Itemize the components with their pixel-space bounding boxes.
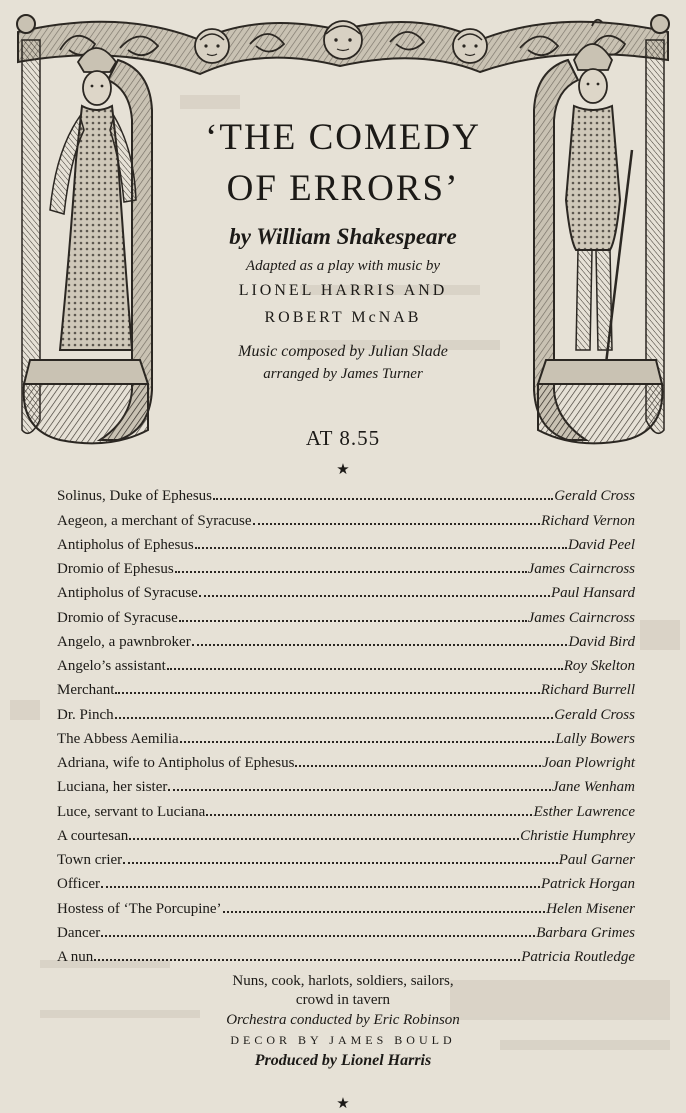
author-byline: by William Shakespeare — [229, 224, 457, 249]
cast-actor: Lally Bowers — [555, 730, 635, 747]
cast-row — [57, 821, 635, 845]
dot-leader — [223, 911, 546, 913]
cast-role: Luce, servant to Luciana — [57, 803, 206, 820]
dot-leader — [167, 668, 563, 670]
cherub-face-left — [195, 29, 229, 63]
left-pillar-lady-figure — [22, 40, 152, 443]
cast-row — [57, 796, 635, 820]
cast-role: Solinus, Duke of Ephesus — [57, 488, 212, 505]
dot-leader — [179, 620, 527, 622]
cast-row — [57, 481, 635, 505]
cast-role: A courtesan — [57, 827, 129, 844]
cast-role: Dancer — [57, 924, 101, 941]
cast-actor: Helen Misener — [546, 900, 635, 917]
cast-actor: Barbara Grimes — [536, 924, 635, 941]
dot-leader — [101, 886, 540, 888]
arranger-credit: arranged by James Turner — [263, 366, 423, 382]
cast-role: Officer — [57, 876, 101, 893]
footer-credits — [120, 972, 566, 1070]
cast-row — [57, 627, 635, 651]
dot-leader — [180, 741, 555, 743]
cast-row — [57, 748, 635, 772]
dot-leader — [192, 644, 568, 646]
dot-leader — [129, 838, 519, 840]
dot-leader — [295, 765, 541, 767]
cast-role: Adriana, wife to Antipholus of Ephesus — [57, 755, 295, 771]
cast-actor: Esther Lawrence — [533, 803, 635, 820]
star-footer-icon: ★ — [336, 1096, 350, 1112]
cast-actor: David Peel — [567, 536, 635, 553]
cast-role: Aegeon, a merchant of Syracuse — [57, 512, 252, 529]
cast-actor: Joan Plowright — [542, 755, 635, 771]
cast-row — [57, 554, 635, 578]
cast-row — [57, 505, 635, 529]
music-credit: Music composed by Julian Slade — [238, 343, 448, 360]
cast-role: The Abbess Aemilia — [57, 730, 179, 747]
cast-role: Antipholus of Syracuse — [57, 585, 198, 602]
cast-role: Dromio of Syracuse — [57, 609, 178, 626]
adaptation-note: Adapted as a play with music by — [245, 258, 441, 274]
cast-actor: Patricia Routledge — [521, 949, 635, 965]
orchestra-credit: Orchestra conducted by Eric Robinson — [226, 1012, 460, 1028]
dot-leader — [175, 571, 527, 573]
adapters-line-1: LIONEL HARRIS AND — [238, 282, 448, 299]
cast-actor: Roy Skelton — [563, 658, 635, 674]
dot-leader — [115, 717, 554, 719]
cast-row — [57, 651, 635, 675]
cast-row — [57, 772, 635, 796]
cast-actor: Gerald Cross — [554, 488, 635, 505]
cast-actor: James Cairncross — [527, 609, 635, 626]
cast-actor: Christie Humphrey — [520, 827, 635, 844]
producer-credit: Produced by Lionel Harris — [254, 1052, 432, 1069]
dot-leader — [253, 523, 540, 525]
cast-row — [57, 602, 635, 626]
cast-role: Luciana, her sister — [57, 779, 168, 796]
cast-row — [57, 724, 635, 748]
cast-row — [57, 530, 635, 554]
cast-row — [57, 675, 635, 699]
title-line-1: ‘THE COMEDY — [205, 117, 481, 158]
cast-actor: Patrick Horgan — [540, 876, 635, 893]
cast-row — [57, 869, 635, 893]
cast-actor: Richard Burrell — [540, 682, 635, 699]
cast-role: Antipholus of Ephesus — [57, 536, 194, 553]
dot-leader — [195, 547, 567, 549]
cast-actor: Gerald Cross — [554, 706, 635, 723]
title-line-2: OF ERRORS’ — [226, 168, 460, 209]
cast-row — [57, 845, 635, 869]
cast-actor: David Bird — [568, 633, 635, 650]
cast-row — [57, 942, 635, 966]
cherub-face-right — [453, 29, 487, 63]
dot-leader — [101, 935, 535, 937]
dot-leader — [206, 814, 532, 816]
cast-actor: Richard Vernon — [540, 512, 635, 529]
dot-leader — [199, 595, 550, 597]
decor-credit: DECOR BY JAMES BOULD — [230, 1033, 456, 1047]
dot-leader — [115, 692, 539, 694]
dot-leader — [123, 862, 558, 864]
extras-line-1: Nuns, cook, harlots, soldiers, sailors, — [232, 973, 454, 989]
cast-role: Hostess of ‘The Porcupine’ — [57, 900, 222, 917]
broadcast-time: AT 8.55 — [305, 426, 381, 450]
cast-role: Dr. Pinch — [57, 706, 114, 723]
right-pillar-warrior-figure — [534, 20, 664, 444]
cast-row — [57, 699, 635, 723]
cast-list — [57, 481, 635, 966]
cast-role: Town crier — [57, 852, 123, 868]
dot-leader — [94, 959, 520, 961]
extras-line-2: crowd in tavern — [295, 992, 391, 1008]
dot-leader — [213, 498, 553, 500]
cast-role: Dromio of Ephesus — [57, 561, 174, 577]
cast-actor: Paul Garner — [558, 852, 635, 868]
cast-row — [57, 893, 635, 917]
cast-row — [57, 918, 635, 942]
cherub-face-centre — [324, 21, 362, 59]
cast-role: Merchant — [57, 682, 115, 699]
cast-role: Angelo’s assistant — [57, 658, 166, 674]
cast-actor: Paul Hansard — [550, 585, 635, 602]
dot-leader — [168, 789, 550, 791]
star-divider-icon: ★ — [336, 462, 350, 478]
cast-actor: Jane Wenham — [551, 779, 635, 796]
adapters-line-2: ROBERT McNAB — [264, 309, 422, 326]
programme-heading — [150, 112, 536, 383]
cast-role: Angelo, a pawnbroker — [57, 633, 191, 650]
cast-role: A nun — [57, 949, 94, 965]
cast-actor: James Cairncross — [527, 561, 635, 577]
cast-row — [57, 578, 635, 602]
